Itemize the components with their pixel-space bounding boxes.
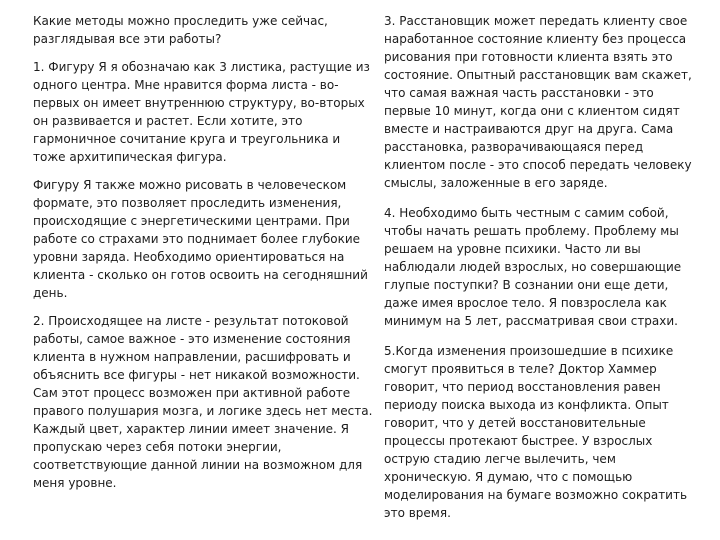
right-column	[384, 12, 704, 522]
left-paragraph-point-2: 2. Происходящее на листе - результат потоковой работы, самое важное - это изменение состояния клиента в нужном направлении, расшифровать и объяснить все фигуры - нет никакой возможности. Сам этот процесс возможен при активной работе правого полушария мозга, и логике здесь нет места. Каждый цвет, характер линии имеет значение. Я пропускаю через себя потоки энергии, соответствующие данной линии на возможном для меня уровне.	[33, 314, 373, 490]
left-paragraph-intro-question: Какие методы можно проследить уже сейчас, разглядывая все эти работы?	[33, 14, 328, 46]
left-paragraph-human-format: Фигуру Я также можно рисовать в человеческом формате, это позволяет проследить изменения, происходящие с энергетическими центрами. При работе со страхами это поднимает более глубокие уровни заряда. Необходимо ориентироваться на клиента - сколько он готов освоить на сегодняшний день.	[33, 178, 368, 300]
left-column	[33, 12, 375, 492]
right-paragraph-point-3: 3. Расстановщик может передать клиенту свое наработанное состояние клиенту без процесса рисования при готовности клиента взять это состояние. Опытный расстановщик вам скажет, что самая важная часть расстановки - это первые 10 минут, когда они с клиентом сидят вместе и настраиваются друг на друга. Сама расстановка, разворачивающаяся перед клиентом после - это способ передать человеку смыслы, заложенные в его заряде.	[384, 14, 692, 190]
right-paragraph-point-5: 5.Когда изменения произошедшие в психике смогут проявиться в теле? Доктор Хаммер говорит, что период восстановления равен периоду поиска выхода из конфликта. Опыт говорит, что у детей восстановительные процессы протекают быстрее. У взрослых острую стадию легче вылечить, чем хроническую. Я думаю, что с помощью моделирования на бумаге возможно сократить это время.	[384, 344, 688, 520]
left-paragraph-point-1: 1. Фигуру Я я обозначаю как 3 листика, растущие из одного центра. Мне нравится форма листа - во- первых он имеет внутреннюю структуру, во-вторых он развивается и растет. Если хотите, это гармоничное сочитание круга и треугольника и тоже архитипическая фигура.	[33, 60, 370, 164]
right-paragraph-point-4: 4. Необходимо быть честным с самим собой, чтобы начать решать проблему. Проблему мы решаем на уровне психики. Часто ли вы наблюдали людей взрослых, но совершающие глупые поступки? В сознании они еще дети, даже имея вроcлое тело. Я повзрослела как минимум на 5 лет, рассматривая свои страхи.	[384, 206, 682, 328]
